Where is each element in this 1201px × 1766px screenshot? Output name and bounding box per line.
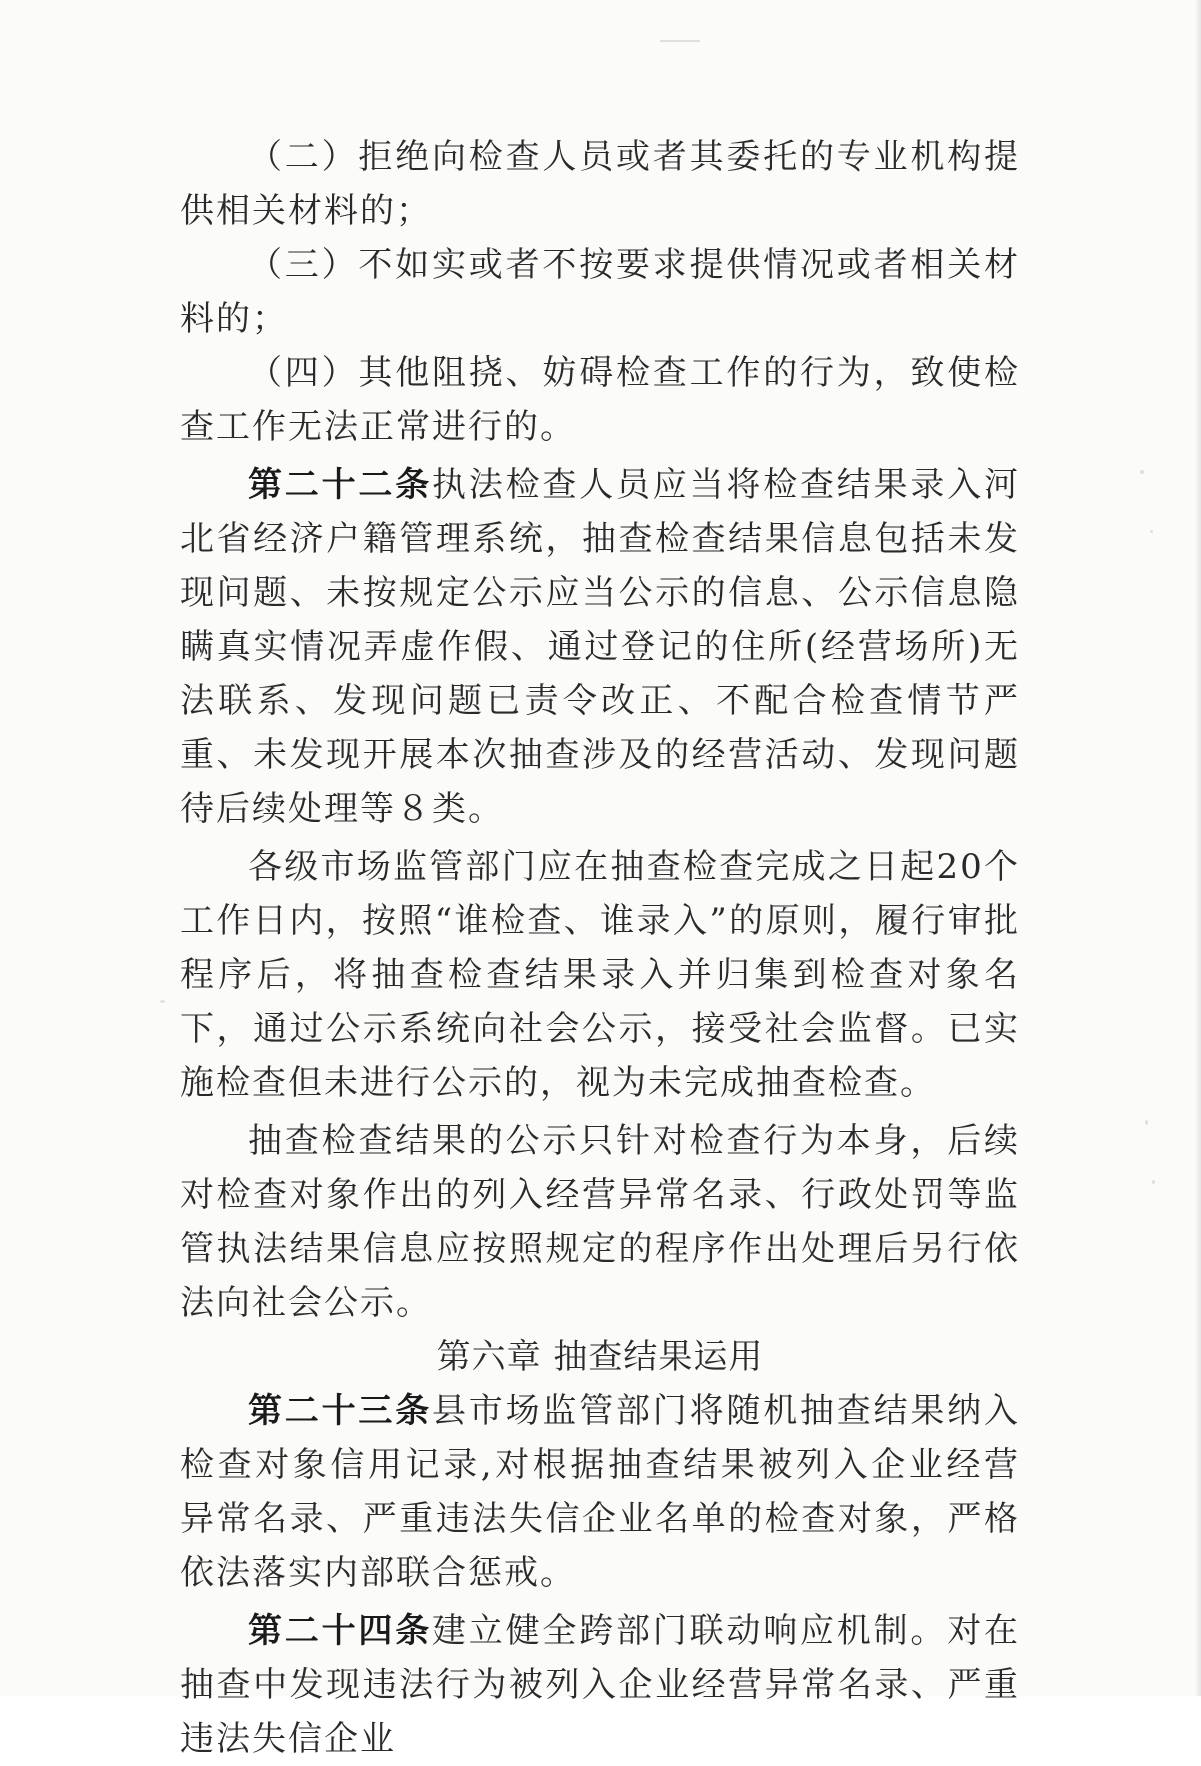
- article-24-text: 建立健全跨部门联动响应机制。对在抽查中发现违法行为被列入企业经营异常名录、严重违法失信企业: [180, 1611, 1020, 1759]
- article-23-text: 县市场监管部门将随机抽查结果纳入检查对象信用记录,对根据抽查结果被列入企业经营异常名录、严重违法失信企业名单的检查对象，严格依法落实内部联合惩戒。: [180, 1391, 1020, 1593]
- clause-item-4: [180, 346, 1020, 454]
- page-edge-shadow: [1195, 0, 1201, 1696]
- article-22-paragraph-3-text: 抽查检查结果的公示只针对检查行为本身，后续对检查对象作出的列入经营异常名录、行政处罚等监管执法结果信息应按照规定的程序作出处理后另行依法向社会公示。: [180, 1121, 1020, 1323]
- clause-item-3: [180, 238, 1020, 346]
- scan-speck: [660, 40, 700, 42]
- scan-speck: [1140, 470, 1144, 474]
- article-22-label: 第二十二条: [248, 465, 432, 505]
- chapter-6-heading: 第六章 抽查结果运用: [436, 1337, 764, 1377]
- article-24: [180, 1604, 1020, 1766]
- clause-item-2: [180, 130, 1020, 238]
- clause-item-4-text: （四）其他阻挠、妨碍检查工作的行为，致使检查工作无法正常进行的。: [180, 353, 1020, 447]
- article-22-paragraph-2: [180, 840, 1020, 1110]
- clause-item-3-text: （三）不如实或者不按要求提供情况或者相关材料的；: [180, 245, 1020, 339]
- scan-speck: [1150, 530, 1153, 533]
- document-body: [180, 130, 1020, 1766]
- scan-speck: [1152, 1180, 1155, 1184]
- scan-speck: [160, 1000, 165, 1003]
- clause-item-2-text: （二）拒绝向检查人员或者其委托的专业机构提供相关材料的；: [180, 137, 1020, 231]
- article-23-label: 第二十三条: [248, 1391, 432, 1431]
- article-22: [180, 458, 1020, 836]
- article-24-label: 第二十四条: [248, 1611, 432, 1651]
- article-22-paragraph-2-text: 各级市场监管部门应在抽查检查完成之日起20个工作日内，按照“谁检查、谁录入”的原则，履行审批程序后，将抽查检查结果录入并归集到检查对象名下，通过公示系统向社会公示，接受社会监督。已实施检查但未进行公示的，视为未完成抽查检查。: [180, 847, 1020, 1103]
- article-22-text: 执法检查人员应当将检查结果录入河北省经济户籍管理系统，抽查检查结果信息包括未发现问题、未按规定公示应当公示的信息、公示信息隐瞒真实情况弄虚作假、通过登记的住所(经营场所)无法联系、发现问题已责令改正、不配合检查情节严重、未发现开展本次抽查涉及的经营活动、发现问题待后续处理等８类。: [180, 465, 1020, 829]
- article-23: [180, 1384, 1020, 1600]
- article-22-paragraph-3: [180, 1114, 1020, 1330]
- scan-speck: [1145, 1120, 1148, 1125]
